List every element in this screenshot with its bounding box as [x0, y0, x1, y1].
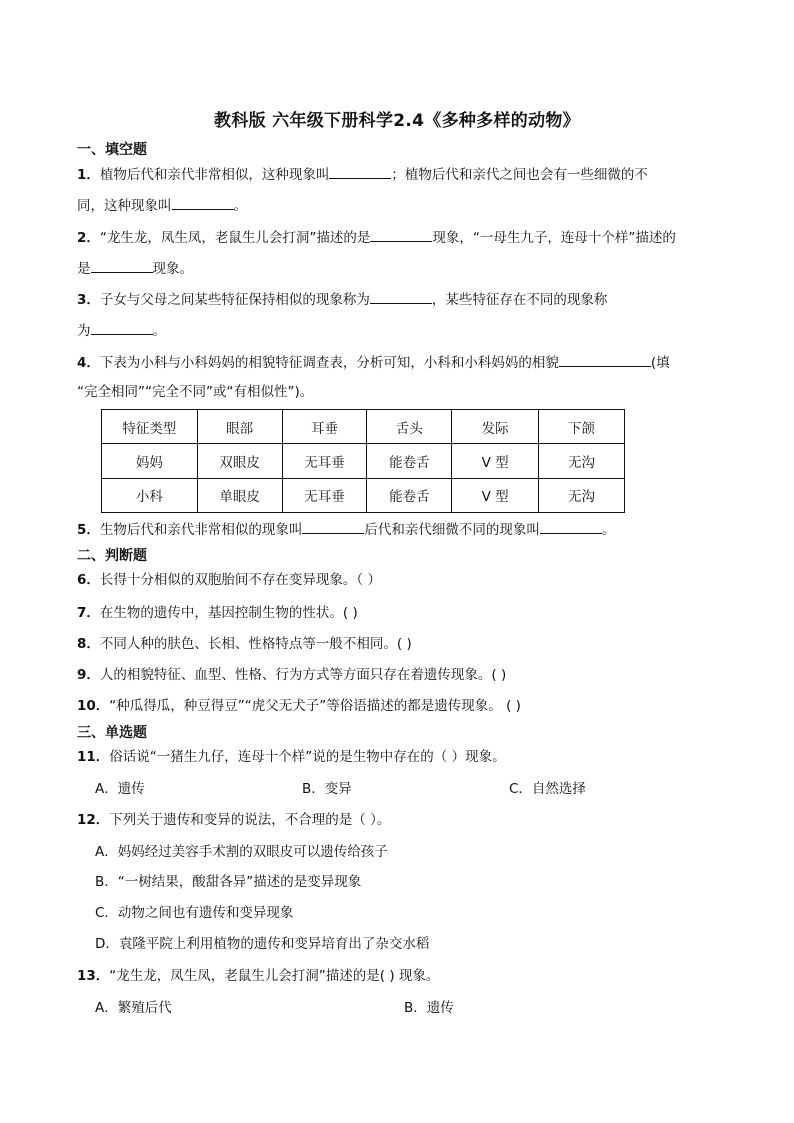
question-9: [77, 665, 506, 685]
question-12: [77, 810, 390, 830]
question-text: 后代和亲代细微不同的现象叫: [364, 522, 540, 538]
table-cell: 妈妈: [102, 444, 198, 478]
question-2-line-2: [77, 258, 193, 279]
feature-survey-table: [101, 409, 625, 513]
question-number: 11．: [77, 749, 110, 765]
question-7: [77, 603, 358, 623]
option-a[interactable]: A．遗传: [95, 781, 145, 797]
answer-blank[interactable]: [370, 227, 432, 242]
question-number: 10．: [77, 698, 110, 714]
question-2-line-1: [77, 227, 676, 248]
question-text: 不同人种的肤色、长相、性格特点等一般不相同。( ): [99, 636, 412, 652]
question-3-line-2: [77, 320, 166, 341]
option-c[interactable]: C．动物之间也有遗传和变异现象: [95, 905, 294, 921]
option-a[interactable]: A．妈妈经过美容手术割的双眼皮可以遗传给孩子: [95, 844, 388, 860]
section-heading-fill-in: 一、填空题: [77, 142, 147, 158]
table-row: [102, 444, 625, 478]
question-1-line-2: [77, 195, 247, 216]
section-heading-true-false: 二、判断题: [77, 548, 147, 564]
question-text: 人的相貌特征、血型、性格、行为方式等方面只存在着遗传现象。( ): [99, 667, 507, 683]
question-number: 6．: [77, 572, 100, 588]
question-text: 现象，“一母生九子，连母十个样”描述的: [432, 230, 676, 246]
question-text: “完全相同”“完全不同”或“有相似性”)。: [77, 384, 314, 400]
question-4-line-2: [77, 382, 313, 402]
question-5: [77, 519, 615, 540]
table-cell: 单眼皮: [197, 478, 282, 512]
option-b[interactable]: B．遗传: [404, 1000, 454, 1016]
answer-blank[interactable]: [91, 258, 153, 273]
question-text: 俗话说“一猪生九仔，连母十个样”说的是生物中存在的（ ）现象。: [109, 749, 506, 765]
question-text: “龙生龙，凤生凤，老鼠生儿会打洞”描述的是( ) 现象。: [109, 968, 440, 984]
option-c[interactable]: C．自然选择: [509, 781, 586, 797]
table-cell: 无沟: [539, 444, 625, 478]
table-cell: 无耳垂: [282, 478, 367, 512]
table-header-row: [102, 410, 625, 444]
table-header-cell: 下颌: [539, 410, 625, 444]
option-b[interactable]: B．变异: [302, 781, 352, 797]
table-cell: 小科: [102, 478, 198, 512]
question-text: 为: [77, 323, 91, 339]
question-text: 下列关于遗传和变异的说法，不合理的是（ ）。: [109, 812, 391, 828]
question-11: [77, 747, 506, 767]
question-text: ，某些特征存在不同的现象称: [431, 292, 608, 308]
question-text: “龙生龙，凤生凤，老鼠生儿会打洞”描述的是: [99, 230, 371, 246]
question-4-line-1: [77, 352, 670, 373]
question-text: “种瓜得瓜，种豆得豆”“虎父无犬子”等俗语描述的都是遗传现象。 ( ): [109, 698, 521, 714]
table-cell: V 型: [452, 478, 539, 512]
page-title: 教科版 六年级下册科学2.4《多种多样的动物》: [214, 111, 580, 131]
question-3-line-1: [77, 289, 607, 310]
table-header-cell: 眼部: [197, 410, 282, 444]
question-text: 子女与父母之间某些特征保持相似的现象称为: [99, 292, 370, 308]
section-heading-single-choice: 三、单选题: [77, 725, 147, 741]
question-text: 植物后代和亲代非常相似，这种现象叫: [99, 167, 330, 183]
table-cell: 双眼皮: [197, 444, 282, 478]
question-number: 7．: [77, 605, 100, 621]
question-1-line-1: [77, 164, 648, 185]
answer-blank[interactable]: [540, 519, 602, 534]
question-text: 同，这种现象叫: [77, 198, 172, 214]
question-number: 3．: [77, 292, 100, 308]
question-text: 。: [152, 323, 166, 339]
answer-blank[interactable]: [302, 519, 364, 534]
question-6: [77, 570, 381, 590]
table-header-cell: 舌头: [367, 410, 452, 444]
answer-blank[interactable]: [329, 164, 391, 179]
question-13: [77, 966, 439, 986]
table-cell: 能卷舌: [367, 478, 452, 512]
question-text: 是: [77, 261, 91, 277]
question-text: 现象。: [152, 261, 193, 277]
question-number: 5．: [77, 522, 100, 538]
question-number: 1．: [77, 167, 100, 183]
option-a[interactable]: A．繁殖后代: [95, 1000, 172, 1016]
question-text: 生物后代和亲代非常相似的现象叫: [99, 522, 303, 538]
question-text: (填: [650, 355, 670, 371]
table-cell: 能卷舌: [367, 444, 452, 478]
question-number: 13．: [77, 968, 110, 984]
question-text: 长得十分相似的双胞胎间不存在变异现象。（ ）: [99, 572, 381, 588]
question-text: 。: [233, 198, 247, 214]
question-number: 9．: [77, 667, 100, 683]
question-text: ；植物后代和亲代之间也会有一些细微的不: [391, 167, 648, 183]
answer-blank[interactable]: [172, 195, 234, 210]
table-header-cell: 特征类型: [102, 410, 198, 444]
question-number: 8．: [77, 636, 100, 652]
question-text: 。: [601, 522, 616, 538]
answer-blank[interactable]: [91, 320, 153, 335]
question-10: [77, 696, 521, 716]
table-cell: 无耳垂: [282, 444, 367, 478]
answer-blank[interactable]: [370, 289, 432, 304]
option-b[interactable]: B．“一树结果，酸甜各异”描述的是变异现象: [95, 874, 362, 890]
table-cell: V 型: [452, 444, 539, 478]
question-8: [77, 634, 412, 654]
option-d[interactable]: D．袁隆平院上利用植物的遗传和变异培育出了杂交水稻: [95, 936, 430, 952]
table-cell: 无沟: [539, 478, 625, 512]
question-text: 在生物的遗传中，基因控制生物的性状。( ): [99, 605, 358, 621]
table-row: [102, 478, 625, 512]
question-text: 下表为小科与小科妈妈的相貌特征调查表，分析可知，小科和小科妈妈的相貌: [99, 355, 559, 371]
answer-blank[interactable]: [559, 352, 651, 367]
table-header-cell: 耳垂: [282, 410, 367, 444]
question-number: 2．: [77, 230, 100, 246]
table-header-cell: 发际: [452, 410, 539, 444]
question-number: 12．: [77, 812, 110, 828]
question-number: 4．: [77, 355, 100, 371]
